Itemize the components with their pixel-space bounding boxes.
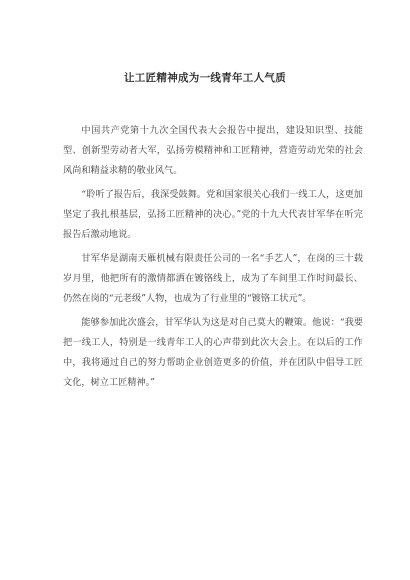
document-body [63, 121, 363, 397]
paragraph: 甘军华是湖南天雁机械有限责任公司的一名“手艺人”，在岗的三十载岁月里，他把所有的激情都洒在镀铬线上，成为了车间里工作时间最长、仍然在岗的“元老级”人物，也成为了行业里的“镀铬工状元”。 [63, 253, 363, 304]
paragraph: 中国共产党第十九次全国代表大会报告中提出，建设知识型、技能型、创新型劳动者大军，弘扬劳模精神和工匠精神，营造劳动光荣的社会风尚和精益求精的敬业风气。 [63, 125, 363, 176]
paragraph: “聆听了报告后，我深受鼓舞。党和国家很关心我们一线工人，这更加坚定了我扎根基层，弘扬工匠精神的决心。”党的十九大代表甘军华在听完报告后激动地说。 [63, 189, 363, 240]
document-title: 让工匠精神成为一线青年工人气质 [124, 72, 286, 84]
paragraph: 能够参加此次盛会，甘军华认为这是对自己莫大的鞭策。他说：“我要把一线工人，特别是一线青年工人的心声带到此次大会上。在以后的工作中，我将通过自己的努力帮助企业创造更多的价值，并在团队中倡导工匠文化，树立工匠精神。” [63, 317, 363, 388]
